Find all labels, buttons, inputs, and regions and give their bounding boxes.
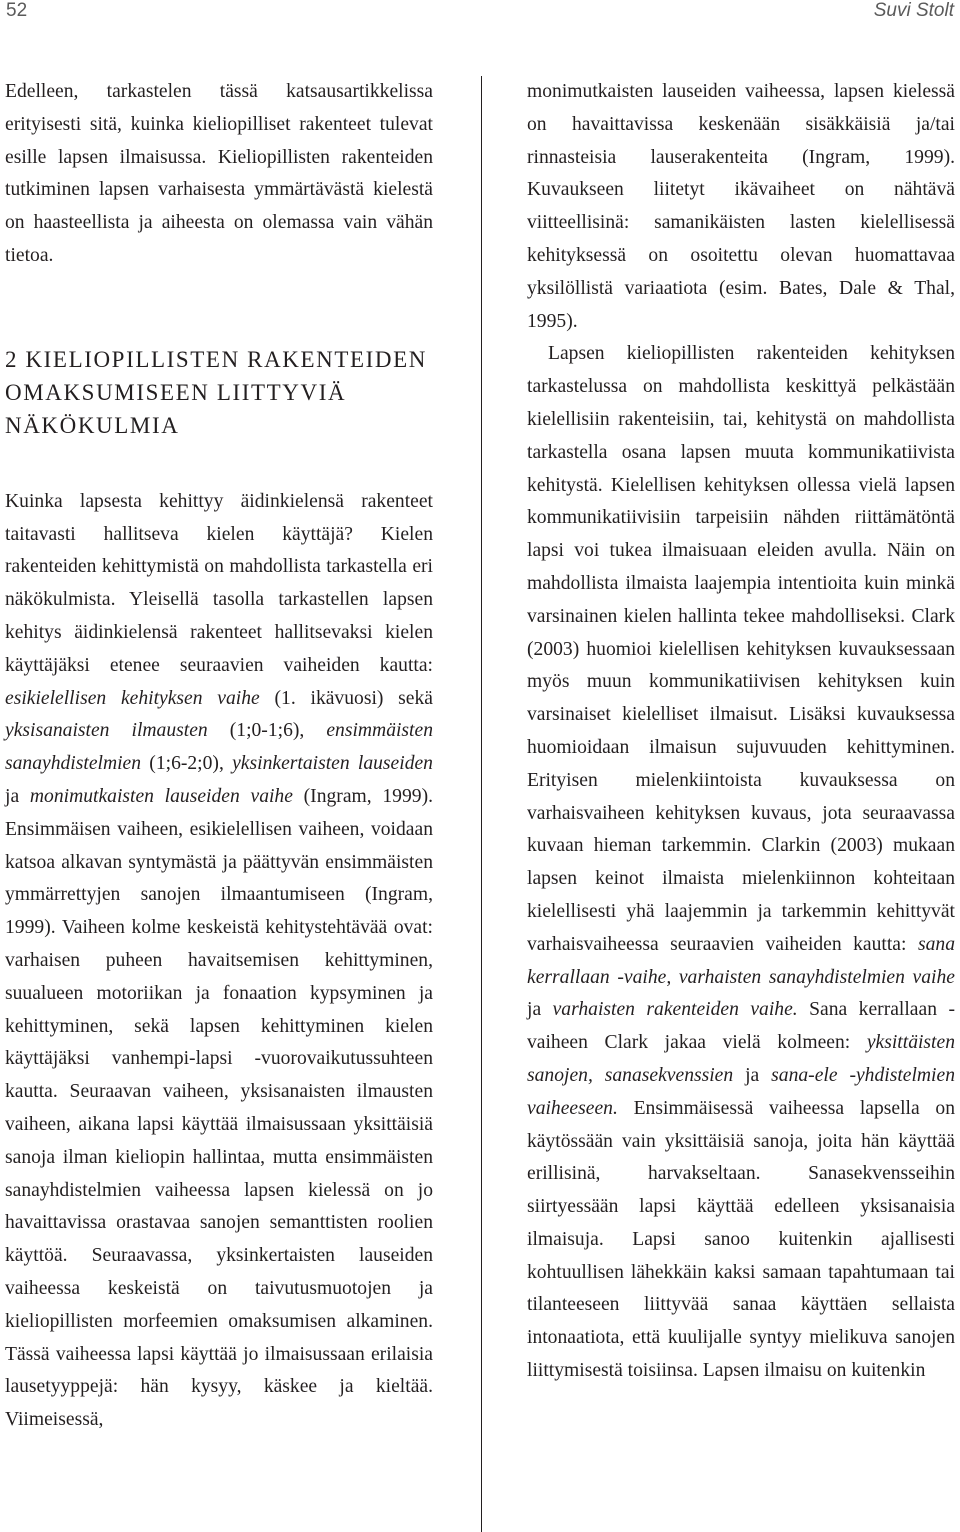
italic-term: yksinkertaisten lauseiden xyxy=(232,753,433,775)
text-run: Lapsen kieliopillisten rakenteiden kehityksen tarkastelussa on mahdollista keskittyä pelkästään kielellisiin rakenteisiin, tai, kehitystä on mahdollista tarkastella osana lapsen muuta kommunikatiivista kehitystä. Kielellisen kehityksen ollessa vielä lapsen kommunikatiivisiin tarpeisiin nähden riittämätöntä lapsi voi tukea ilmaisuaan eleiden avulla. Näin on mahdollista ilmaista laajempia intentioita kuin minkä varsinainen kielen hallinta tekee mahdolliseksi. Clark (2003) huomioi kielellisen kehityksen kuvauksessaan myös muun kommunikatiivisen kehityksen kuin varsinaiset kielelliset ilmaisut. Lisäksi kuvauksessa huomioidaan ilmaisun sujuvuuden kehittyminen. Erityisen mielenkiintoista kuvauksessa on varhaisvaiheen kehityksen kuvaus, jota seuraavassa kuvaan hieman tarkemmin. Clarkin (2003) mukaan lapsen keinot ilmaista mielenkiinnon kohteitaan kielellisesti yhä laajemmin ja tarkemmin kehittyvät varhaisvaiheessa seuraavien vaiheiden kautta: xyxy=(527,343,955,955)
running-head xyxy=(0,0,960,30)
text-run: ja xyxy=(527,999,553,1021)
body-paragraph-2 xyxy=(527,338,955,1388)
text-run: (Ingram, 1999). Ensimmäisen vaiheen, esikielellisen vaiheen, voidaan katsoa alkavan syntymästä ja päättyvän ensimmäisten ymmärrettyjen sanojen ilmaantumiseen (Ingram, 1999). Vaiheen kolme keskeistä kehitystehtävää ovat: varhaisen puheen havaitsemisen kehittyminen, suualueen motoriikan ja fonaation kypsyminen ja kehittyminen, sekä lapsen kehittyminen kielen käyttäjäksi vanhempi-lapsi -vuorovaikutussuhteen kautta. Seuraavan vaiheen, yksisanaisten ilmausten vaiheen, aikana lapsi käyttää ilmaisussaan yksittäisiä sanoja ilman kieliopin hallintaa, mutta ensimmäisten sanayhdistelmien vaiheessa lapsen kielessä on jo havaittavissa orastavaa sanojen semanttisten roolien käyttöä. Seuraavassa, yksinkertaisten lauseiden vaiheessa keskeistä on taivutusmuotojen ja kieliopillisten morfeemien omaksumisen alkaminen. Tässä vaiheessa lapsi käyttää jo ilmaisussaan erilaisia lausetyyppejä: hän kysyy, käskee ja kieltää. Viimeisessä, xyxy=(5,785,433,1431)
italic-term: ensimmäisten sanayhdistelmien xyxy=(5,720,433,775)
text-run: Ensimmäisessä vaiheessa lapsella on käytössään vain yksittäisiä sanoja, joita hän käyttää erillisinä, harvakseltaan. Sanasekvensseihin siirtyessään lapsi käyttää edelleen yksisanaisia ilmaisuja. Lapsi sanoo kuitenkin ajallisesti kohtuullisen lähekkäin kaksi samaan tapahtumaan tai tilanteeseen liittyvää sanaa käyttäen sellaista intonaatiota, että kuulijalle syntyy mielikuva sanojen liittymisestä toisiinsa. Lapsen ilmaisu on kuitenkin xyxy=(527,1097,955,1382)
italic-term: yksisanaisten ilmausten xyxy=(5,720,208,742)
italic-term: esikielellisen kehityksen vaihe xyxy=(5,687,260,709)
column-divider xyxy=(481,76,482,1532)
italic-term: monimutkaisten lauseiden vaihe xyxy=(29,785,293,807)
italic-term: varhaisten rakenteiden vaihe. xyxy=(552,999,798,1021)
page-number: 52 xyxy=(6,0,28,21)
left-column xyxy=(5,76,433,1437)
intro-paragraph: Edelleen, tarkastelen tässä katsausartikkelissa erityisesti sitä, kuinka kieliopilliset rakenteet tulevat esille lapsen ilmaisussa. Kieliopillisten rakenteiden tutkiminen lapsen varhaisesta ymmärtävästä kielestä on haasteellista ja aiheesta on olemassa vain vähän tietoa. xyxy=(5,81,433,266)
text-run: (1. ikävuosi) sekä xyxy=(259,687,433,709)
italic-term: yksittäisten sanojen, sanasekvenssien xyxy=(527,1032,955,1086)
text-run: Sana kerrallaan -vaiheen Clark jakaa vielä kolmeen: xyxy=(527,999,955,1054)
text-run: (1;6-2;0), xyxy=(141,753,233,775)
text-run: Kuinka lapsesta kehittyy äidinkielensä rakenteet taitavasti hallitseva kielen käyttäjä? Kielen rakenteiden kehittymistä on mahdollista tarkastella eri näkökulmista. Yleisellä tasolla tarkastellen lapsen kehitys äidinkielensä rakenteet hallitsevaksi kielen käyttäjäksi etenee seuraavien vaiheiden kautta: xyxy=(5,490,433,676)
running-head-author: Suvi Stolt xyxy=(873,0,954,21)
italic-term: sana kerrallaan -vaihe, varhaisten sanayhdistelmien vaihe xyxy=(527,933,955,988)
right-column xyxy=(527,76,955,1388)
continued-paragraph: monimutkaisten lauseiden vaiheessa, lapsen kielessä on havaittavissa keskenään sisäkkäisiä ja/tai rinnasteisia lauserakenteita (Ingram, 1999). Kuvaukseen liitetyt ikävaiheet on nähtävä viitteellisinä: samanikäisten lasten kielellisessä kehityksessä on osoitettu olevan huomattavaa yksilöllistä variaatiota (esim. Bates, Dale & Thal, 1995). xyxy=(527,81,955,332)
section-heading: 2 KIELIOPILLISTEN RAKENTEIDEN OMAKSUMISEEN LIITTYVIÄ NÄKÖKULMIA xyxy=(5,346,427,438)
text-run: (1;0-1;6), xyxy=(207,720,327,742)
text-run: ja xyxy=(5,785,30,807)
body-paragraph-1 xyxy=(5,486,433,1437)
italic-term: sana-ele -yhdistelmien vaiheeseen. xyxy=(527,1064,955,1119)
text-run: ja xyxy=(733,1064,772,1086)
